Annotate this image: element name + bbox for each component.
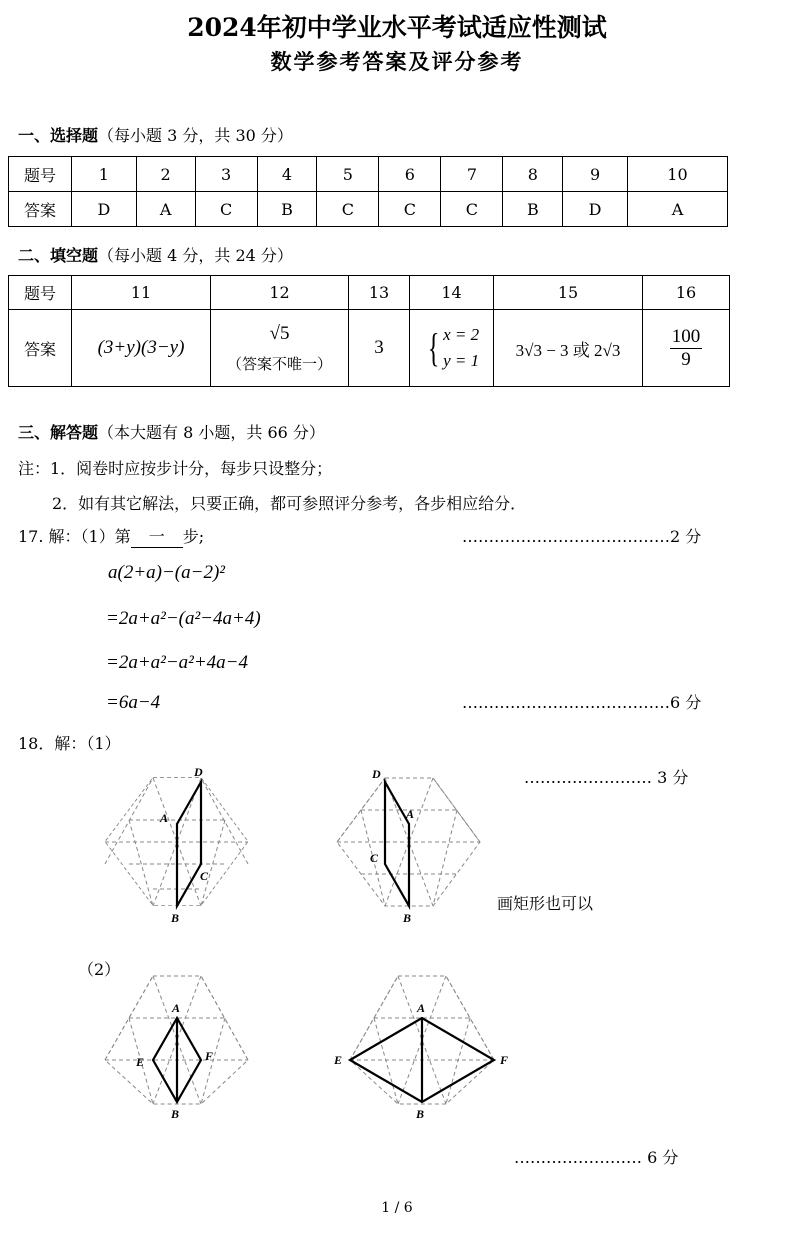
grading-note-2: 2．如有其它解法，只要正确，都可参照评分参考，各步相应给分． — [52, 494, 527, 513]
fig4-label-B: B — [416, 1107, 425, 1121]
answer-12 — [211, 310, 349, 387]
answer-12-main: √5 — [269, 322, 290, 344]
fig1-label-A: A — [160, 811, 169, 825]
section2-heading: 二、填空题 — [18, 246, 99, 265]
fig3-label-E: E — [136, 1055, 145, 1069]
q18-score-2: …………………… 6 分 — [514, 1148, 679, 1167]
table-cell: 6 — [379, 157, 441, 192]
answer-11-text: (3+y)(3−y) — [97, 337, 185, 358]
q17-label: 17. 解：（1）第 — [18, 527, 131, 546]
answer-14 — [410, 310, 494, 387]
answer-12-note: （答案不唯一） — [226, 354, 332, 373]
table-cell: 16 — [643, 276, 730, 310]
q17-expr-3: =2a+a²−a²+4a−4 — [106, 652, 248, 673]
q18-score-1: …………………… 3 分 — [524, 768, 689, 787]
q17-part1 — [18, 524, 204, 548]
table-cell: 15 — [494, 276, 643, 310]
document-title: 2024年初中学业水平考试适应性测试 — [187, 13, 607, 42]
table-cell: 4 — [257, 157, 317, 192]
answer-16-fraction — [670, 326, 703, 371]
table-cell: 9 — [563, 157, 628, 192]
table-cell: B — [503, 192, 563, 227]
figure-rhombus-1 — [98, 968, 258, 1124]
section1-note: （每小题 3 分，共 30 分） — [98, 126, 293, 145]
row-label-answer: 答案 — [9, 310, 72, 387]
section3-heading-line — [18, 420, 325, 443]
section2-note: （每小题 4 分，共 24 分） — [98, 246, 293, 265]
fig3-label-F: F — [205, 1049, 214, 1063]
row-label-question: 题号 — [9, 157, 72, 192]
figure-parallelogram-2 — [330, 764, 490, 928]
fig1-label-C: C — [200, 869, 209, 883]
table-cell: 7 — [441, 157, 503, 192]
answer-16-numerator: 100 — [671, 325, 701, 347]
table-cell: 3 — [195, 157, 257, 192]
q17-score-1: …………………………………2 分 — [462, 527, 702, 546]
fig2-label-D: D — [372, 767, 381, 781]
figure-rhombus-2 — [330, 968, 520, 1124]
section2-heading-line — [18, 243, 293, 266]
fig3-label-A: A — [172, 1001, 181, 1015]
answer-14-system — [443, 322, 479, 374]
document-subtitle: 数学参考答案及评分参考 — [270, 49, 524, 74]
page-number: 1 / 6 — [381, 1200, 413, 1216]
answer-14-line1: x = 2 — [443, 325, 480, 344]
grading-note-1: 注：1．阅卷时应按步计分，每步只设整分； — [18, 459, 333, 478]
q17-expr-2: =2a+a²−(a²−4a+4) — [106, 608, 261, 629]
fig1-label-B: B — [171, 911, 180, 925]
choice-answer-table — [8, 156, 728, 227]
q18-rect-note: 画矩形也可以 — [497, 894, 594, 913]
table-cell: 12 — [211, 276, 349, 310]
answer-16-denominator: 9 — [681, 348, 691, 370]
fig2-label-B: B — [403, 911, 412, 925]
fig4-label-F: F — [500, 1053, 509, 1067]
fig3-label-B: B — [171, 1107, 180, 1121]
table-cell: D — [563, 192, 628, 227]
section3-heading: 三、解答题 — [18, 423, 99, 442]
q17-expr-4: =6a−4 — [106, 692, 161, 713]
q17-suffix: 步; — [182, 527, 205, 546]
figure-parallelogram-1 — [98, 764, 258, 928]
table-cell: 1 — [72, 157, 137, 192]
answer-16 — [643, 310, 730, 387]
fig2-label-C: C — [370, 851, 379, 865]
fig2-label-A: A — [406, 807, 415, 821]
section1-heading-line — [18, 123, 293, 146]
answer-15: 3√3 − 3 或 2√3 — [494, 310, 643, 387]
table-cell: 13 — [349, 276, 410, 310]
section1-heading: 一、选择题 — [18, 126, 99, 145]
table-cell: C — [317, 192, 379, 227]
q18-part2-label: （2） — [78, 960, 121, 979]
fill-answer-table — [8, 275, 730, 387]
brace-glyph: { — [427, 325, 440, 370]
table-cell: 11 — [72, 276, 211, 310]
row-label-answer: 答案 — [9, 192, 72, 227]
table-cell: C — [441, 192, 503, 227]
answer-13: 3 — [349, 310, 410, 387]
table-cell: A — [627, 192, 727, 227]
fig4-label-E: E — [334, 1053, 343, 1067]
table-cell: 5 — [317, 157, 379, 192]
table-cell: 14 — [410, 276, 494, 310]
q17-blank: 一 — [131, 524, 183, 548]
table-cell: 2 — [136, 157, 195, 192]
q18-label: 18．解：（1） — [18, 734, 121, 753]
table-cell: C — [195, 192, 257, 227]
table-cell: 10 — [627, 157, 727, 192]
fig4-label-A: A — [417, 1001, 426, 1015]
fig1-label-D: D — [194, 765, 203, 779]
answer-11 — [72, 310, 211, 387]
section3-note: （本大题有 8 小题，共 66 分） — [98, 423, 325, 442]
table-cell: C — [379, 192, 441, 227]
row-label-question: 题号 — [9, 276, 72, 310]
table-cell: A — [136, 192, 195, 227]
q17-score-2: …………………………………6 分 — [462, 693, 702, 712]
table-cell: D — [72, 192, 137, 227]
q17-expr-1: a(2+a)−(a−2)² — [108, 562, 225, 583]
table-cell: B — [257, 192, 317, 227]
table-cell: 8 — [503, 157, 563, 192]
answer-14-line2: y = 1 — [443, 351, 480, 370]
